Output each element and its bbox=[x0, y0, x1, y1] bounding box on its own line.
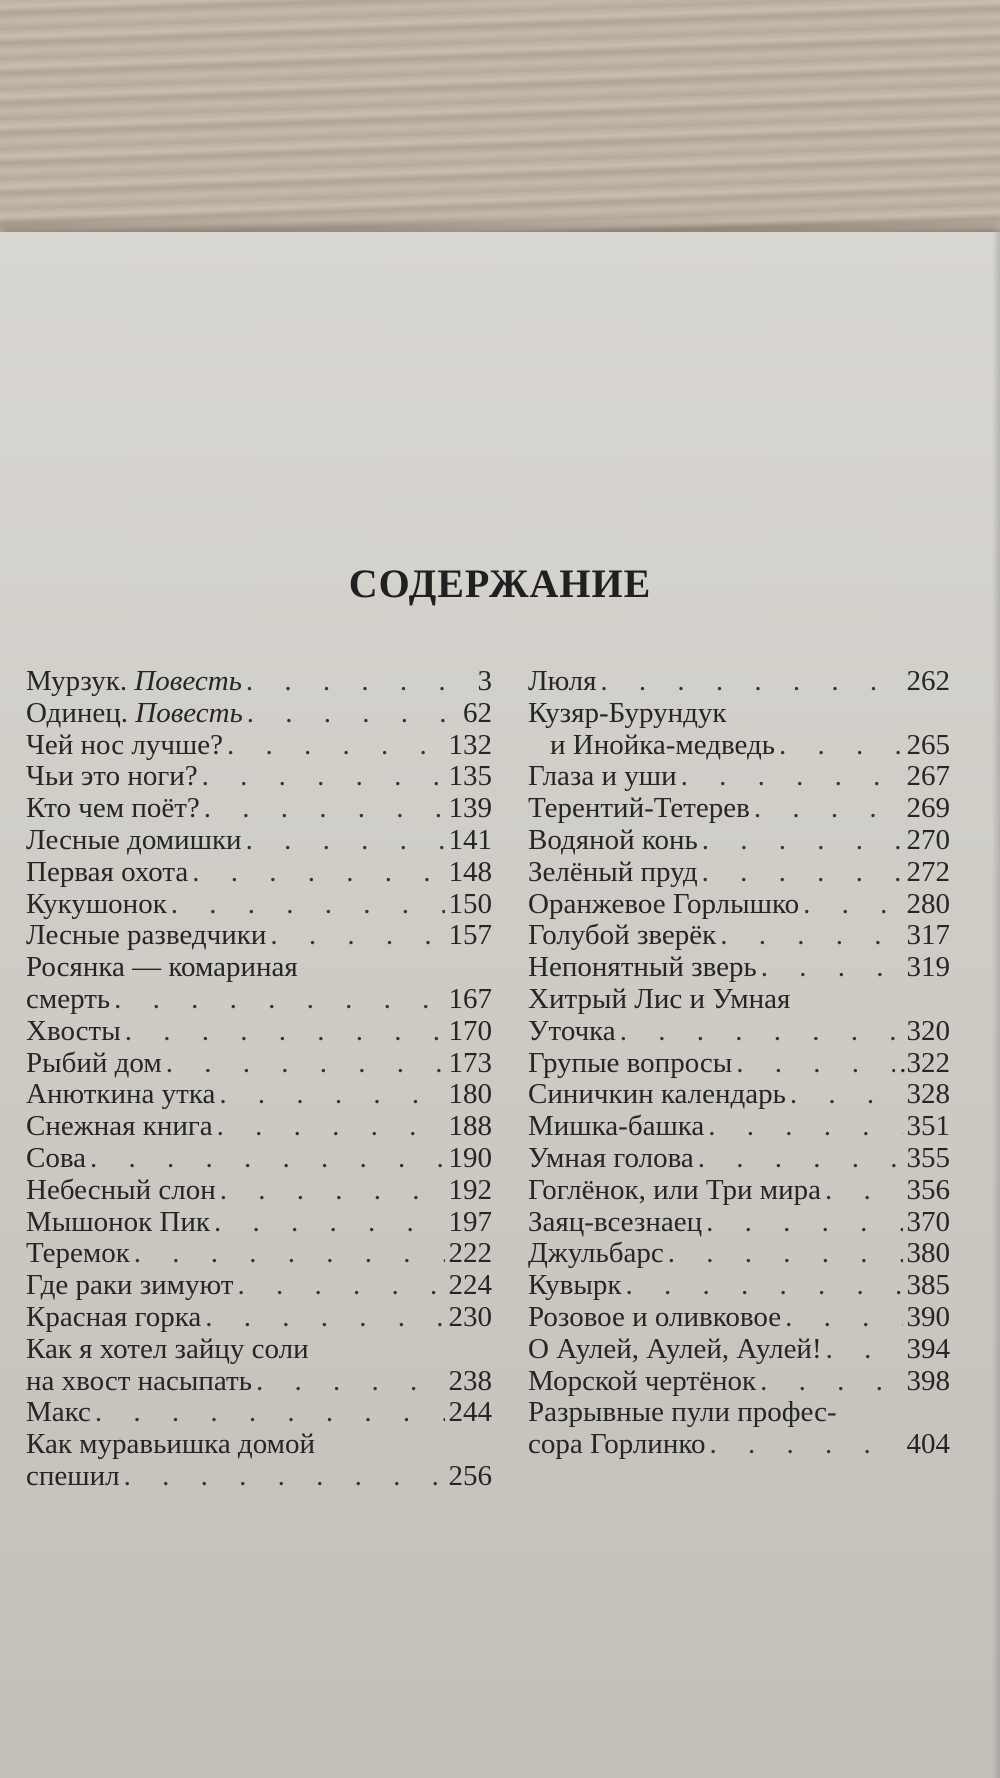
toc-entry-title-line: Хитрый Лис и Умная bbox=[528, 982, 791, 1015]
toc-entry-title: Водяной конь bbox=[528, 823, 698, 856]
dot-leader bbox=[214, 1207, 444, 1239]
toc-entry-page-number: 390 bbox=[906, 1300, 950, 1333]
dot-leader bbox=[246, 666, 474, 698]
toc-entry-genre: Повесть bbox=[135, 696, 243, 729]
toc-entry-title: Сова bbox=[26, 1141, 87, 1174]
dot-leader bbox=[90, 1143, 444, 1175]
dot-leader bbox=[754, 793, 903, 825]
toc-entry-page-number: 270 bbox=[906, 823, 950, 856]
toc-entry-page-number: 328 bbox=[906, 1078, 950, 1111]
toc-entry-page-number: 224 bbox=[448, 1269, 492, 1302]
dot-leader bbox=[125, 1016, 445, 1048]
toc-entry bbox=[26, 730, 492, 762]
toc-entry bbox=[26, 1461, 492, 1493]
toc-entry bbox=[528, 1238, 950, 1270]
toc-entry bbox=[26, 1238, 492, 1270]
dot-leader bbox=[720, 920, 902, 952]
page-title: СОДЕРЖАНИЕ bbox=[348, 561, 652, 606]
toc-entry bbox=[26, 857, 492, 889]
toc-entry bbox=[26, 920, 492, 952]
toc-right-column bbox=[528, 666, 950, 1461]
dot-leader bbox=[709, 1429, 902, 1461]
toc-entry-title: Анюткина утка bbox=[26, 1078, 216, 1111]
toc-entry bbox=[26, 1175, 492, 1207]
toc-entry bbox=[26, 1111, 492, 1143]
dot-leader bbox=[219, 1079, 444, 1111]
toc-entry-title: Хвосты bbox=[26, 1014, 121, 1047]
dot-leader bbox=[706, 1207, 902, 1239]
toc-entry-page-number: 132 bbox=[448, 728, 492, 761]
dot-leader bbox=[779, 730, 902, 762]
toc-entry-title: Люля bbox=[528, 665, 597, 697]
dot-leader bbox=[247, 698, 459, 730]
dot-leader bbox=[134, 1238, 445, 1270]
toc-entry-page-number: 269 bbox=[906, 792, 950, 825]
dot-leader bbox=[114, 984, 444, 1016]
toc-entry-title: Мурзук. Повесть bbox=[26, 665, 242, 697]
toc-entry bbox=[26, 1016, 492, 1048]
toc-entry-page-number: 351 bbox=[906, 1110, 950, 1143]
toc-entry-title: Розовое и оливковое bbox=[528, 1300, 782, 1333]
dot-leader bbox=[166, 1048, 445, 1080]
toc-entry-page-number: 267 bbox=[906, 760, 950, 793]
toc-entry-title-line: Как муравьишка домой bbox=[26, 1428, 316, 1461]
toc-entry bbox=[528, 1143, 950, 1175]
toc-entry-title: Макс bbox=[26, 1396, 91, 1429]
toc-entry-title: Голубой зверёк bbox=[528, 919, 717, 952]
toc-entry-page-number: .322 bbox=[899, 1046, 950, 1079]
toc-entry-page-number: 280 bbox=[906, 887, 950, 920]
toc-entry-title: Уточка bbox=[528, 1014, 616, 1047]
toc-entry-title: спешил bbox=[26, 1459, 120, 1492]
toc-entry-title: О Аулей, Аулей, Аулей! bbox=[528, 1332, 822, 1365]
dot-leader bbox=[246, 825, 445, 857]
toc-entry-page-number: 173 bbox=[448, 1046, 492, 1079]
wooden-table-background bbox=[0, 0, 1000, 250]
toc-entry bbox=[26, 984, 492, 1016]
toc-entry-page-number: 256 bbox=[448, 1459, 492, 1492]
dot-leader bbox=[204, 793, 445, 825]
toc-entry-title: Непонятный зверь bbox=[528, 951, 757, 984]
toc-entry-page-number: 238 bbox=[448, 1364, 492, 1397]
toc-entry-page-number: 3 bbox=[477, 665, 492, 697]
toc-entry bbox=[528, 920, 950, 952]
toc-entry-page-number: 135 bbox=[448, 760, 492, 793]
toc-entry bbox=[528, 1016, 950, 1048]
toc-entry bbox=[528, 1111, 950, 1143]
toc-entry-page-number: 265 bbox=[906, 728, 950, 761]
dot-leader bbox=[202, 761, 445, 793]
dot-leader bbox=[95, 1397, 445, 1429]
toc-entry-title-line: Росянка — комариная bbox=[26, 951, 298, 984]
dot-leader bbox=[217, 1111, 445, 1143]
toc-entry-page-number: 385 bbox=[906, 1269, 950, 1302]
toc-left-column bbox=[26, 666, 492, 1493]
toc-entry bbox=[26, 793, 492, 825]
toc-entry bbox=[26, 825, 492, 857]
toc-entry bbox=[26, 889, 492, 921]
toc-entry-title: Синичкин календарь bbox=[528, 1078, 786, 1111]
toc-entry-title: Терентий-Тетерев bbox=[528, 792, 750, 825]
dot-leader bbox=[124, 1461, 445, 1493]
toc-entry-title: Чьи это ноги? bbox=[26, 760, 198, 793]
toc-entry bbox=[528, 1079, 950, 1111]
toc-entry-genre: Повесть bbox=[134, 665, 242, 697]
toc-entry-page-number: 170 bbox=[448, 1014, 492, 1047]
toc-entry bbox=[528, 1270, 950, 1302]
dot-leader bbox=[625, 1270, 902, 1302]
dot-leader bbox=[736, 1048, 895, 1080]
toc-entry-page-number: 398 bbox=[906, 1364, 950, 1397]
toc-entry-title: смерть bbox=[26, 982, 111, 1015]
toc-entry bbox=[528, 889, 950, 921]
toc-entry bbox=[528, 730, 950, 762]
dot-leader bbox=[256, 1366, 445, 1398]
toc-entry-page-number: 319 bbox=[906, 951, 950, 984]
toc-entry bbox=[528, 857, 950, 889]
toc-entry-title: Теремок bbox=[26, 1237, 130, 1270]
toc-entry-page-number: 317 bbox=[906, 919, 950, 952]
toc-entry-title: Гоглёнок, или Три мира bbox=[528, 1173, 821, 1206]
toc-entry-page-number: 167 bbox=[448, 982, 492, 1015]
toc-entry bbox=[528, 666, 950, 698]
toc-entry-page-number: 222 bbox=[448, 1237, 492, 1270]
toc-entry-title: Оранжевое Горлышко bbox=[528, 887, 800, 920]
toc-entry bbox=[26, 1207, 492, 1239]
toc-entry-page-number: 394 bbox=[906, 1332, 950, 1365]
dot-leader bbox=[668, 1238, 903, 1270]
dot-leader bbox=[761, 952, 903, 984]
toc-entry bbox=[528, 1334, 950, 1366]
toc-entry-page-number: 188 bbox=[448, 1110, 492, 1143]
toc-entry-title: Снежная книга bbox=[26, 1110, 213, 1143]
toc-entry bbox=[528, 1207, 950, 1239]
toc-entry-title: Мышонок Пик bbox=[26, 1205, 211, 1238]
toc-entry-title: Групые вопросы bbox=[528, 1046, 733, 1079]
toc-entry-title: Джульбарс bbox=[528, 1237, 664, 1270]
toc-entry-page-number: 404 bbox=[906, 1428, 950, 1461]
toc-entry-page-number: 192 bbox=[448, 1173, 492, 1206]
toc-entry-page-number: 139 bbox=[448, 792, 492, 825]
toc-entry-title: Рыбий дом bbox=[26, 1046, 162, 1079]
dot-leader bbox=[237, 1270, 444, 1302]
toc-entry bbox=[528, 793, 950, 825]
toc-entry bbox=[26, 1143, 492, 1175]
toc-entry-page-number: 180 bbox=[448, 1078, 492, 1111]
toc-entry-page-number: 380 bbox=[906, 1237, 950, 1270]
dot-leader bbox=[192, 857, 444, 889]
toc-entry bbox=[528, 1366, 950, 1398]
page-edge-shadow bbox=[992, 232, 1000, 1778]
toc-entry bbox=[26, 1270, 492, 1302]
toc-entry-title: Морской чертёнок bbox=[528, 1364, 757, 1397]
toc-entry-page-number: 141 bbox=[448, 823, 492, 856]
dot-leader bbox=[803, 889, 902, 921]
toc-entry-title: Мишка-башка bbox=[528, 1110, 705, 1143]
toc-entry bbox=[528, 825, 950, 857]
toc-entry bbox=[528, 1302, 950, 1334]
toc-entry-page-number: 356 bbox=[906, 1173, 950, 1206]
dot-leader bbox=[702, 857, 903, 889]
toc-entry-title: Кувырк bbox=[528, 1269, 622, 1302]
toc-entry-page-number: 148 bbox=[448, 855, 492, 888]
toc-entry bbox=[26, 698, 492, 730]
dot-leader bbox=[826, 1334, 903, 1366]
toc-entry-title: Одинец. Повесть bbox=[26, 696, 243, 729]
toc-entry-title: Глаза и уши bbox=[528, 760, 677, 793]
toc-entry-page-number: 272 bbox=[906, 855, 950, 888]
dot-leader bbox=[205, 1302, 444, 1334]
toc-entry-page-number: 190 bbox=[448, 1141, 492, 1174]
toc-entry-page-number: 197 bbox=[448, 1205, 492, 1238]
toc-entry bbox=[528, 761, 950, 793]
toc-entry-title: Кто чем поёт? bbox=[26, 792, 200, 825]
toc-entry bbox=[26, 1048, 492, 1080]
toc-entry-title: Небесный слон bbox=[26, 1173, 216, 1206]
toc-entry bbox=[26, 761, 492, 793]
toc-entry-page-number: 244 bbox=[448, 1396, 492, 1429]
dot-leader bbox=[270, 920, 444, 952]
toc-entry-page-number: 157 bbox=[448, 919, 492, 952]
dot-leader bbox=[790, 1079, 903, 1111]
dot-leader bbox=[708, 1111, 902, 1143]
dot-leader bbox=[825, 1175, 903, 1207]
toc-entry-title-line: Кузяр-Бурундук bbox=[528, 696, 727, 729]
toc-entry bbox=[528, 952, 950, 984]
toc-entry bbox=[26, 1397, 492, 1429]
toc-entry-page-number: 62 bbox=[463, 696, 492, 729]
dot-leader bbox=[220, 1175, 445, 1207]
dot-leader bbox=[620, 1016, 903, 1048]
toc-entry bbox=[26, 1079, 492, 1111]
dot-leader bbox=[600, 666, 902, 698]
dot-leader bbox=[702, 825, 903, 857]
dot-leader bbox=[681, 761, 903, 793]
toc-entry bbox=[528, 1429, 950, 1461]
toc-entry-title-line: Разрывные пули профес- bbox=[528, 1396, 837, 1429]
toc-entry-title: Умная голова bbox=[528, 1141, 694, 1174]
toc-entry bbox=[528, 1175, 950, 1207]
toc-entry-page-number: 262 bbox=[906, 665, 950, 697]
toc-entry-title: и Инойка-медведь bbox=[550, 728, 776, 761]
toc-entry-page-number: 320 bbox=[906, 1014, 950, 1047]
toc-entry-title: Первая охота bbox=[26, 855, 189, 888]
toc-entry bbox=[26, 1302, 492, 1334]
toc-entry bbox=[26, 1366, 492, 1398]
toc-entry-title: на хвост насыпать bbox=[26, 1364, 252, 1397]
toc-entry-title: Где раки зимуют bbox=[26, 1269, 234, 1302]
toc-entry-title: Красная горка bbox=[26, 1300, 202, 1333]
toc-entry-title-line: Как я хотел зайцу соли bbox=[26, 1332, 309, 1365]
toc-entry-page-number: 370 bbox=[906, 1205, 950, 1238]
toc-entry-page-number: 355 bbox=[906, 1141, 950, 1174]
toc-entry bbox=[528, 1048, 950, 1080]
dot-leader bbox=[698, 1143, 903, 1175]
toc-entry-page-number: 230 bbox=[448, 1300, 492, 1333]
toc-entry-title: сора Горлинко bbox=[528, 1428, 706, 1461]
dot-leader bbox=[785, 1302, 902, 1334]
toc-entry bbox=[26, 666, 492, 698]
toc-entry-title: Зелёный пруд bbox=[528, 855, 698, 888]
dot-leader bbox=[171, 889, 445, 921]
toc-entry-title: Лесные разведчики bbox=[26, 919, 267, 952]
toc-entry-title: Лесные домишки bbox=[26, 823, 242, 856]
toc-entry-title: Заяц-всезнаец bbox=[528, 1205, 703, 1238]
toc-entry-page-number: 150 bbox=[448, 887, 492, 920]
dot-leader bbox=[760, 1366, 902, 1398]
toc-entry-title: Кукушонок bbox=[26, 887, 167, 920]
toc-entry-title: Чей нос лучше? bbox=[26, 728, 223, 761]
dot-leader bbox=[227, 730, 445, 762]
